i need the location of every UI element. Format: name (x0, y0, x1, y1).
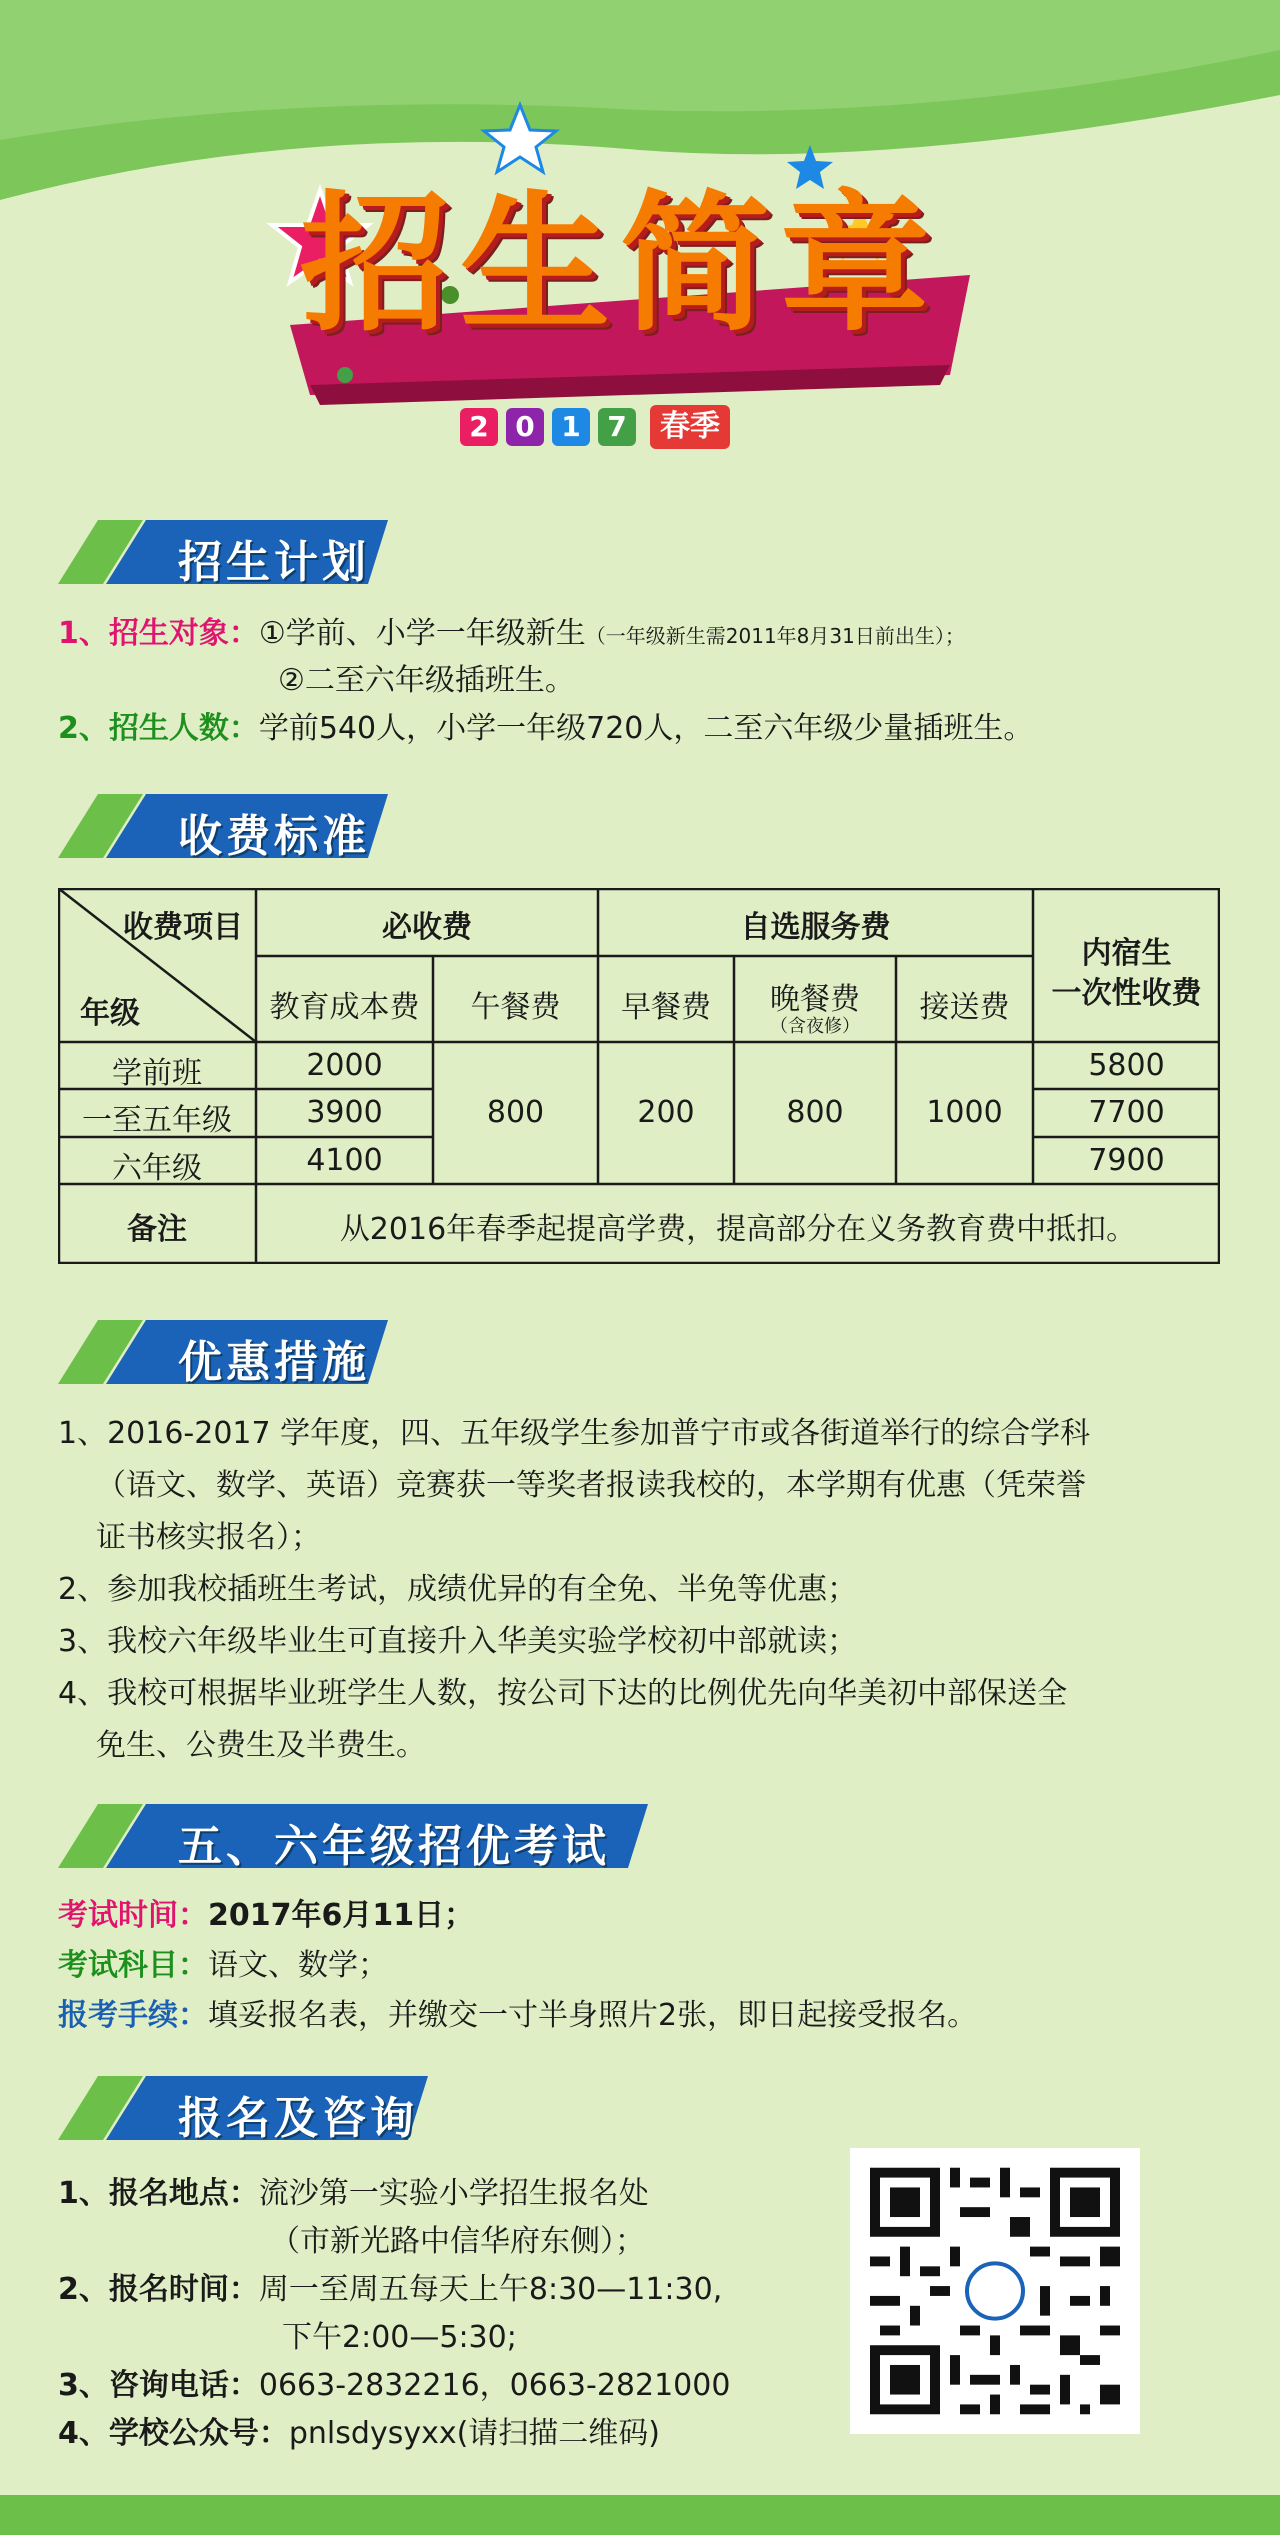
section-banner-register (58, 2076, 428, 2144)
year-badge (460, 405, 730, 449)
table-breakfast-value: 200 (637, 1095, 695, 1130)
plan-count-line (58, 703, 1033, 747)
table-col-breakfast: 早餐费 (621, 990, 711, 1025)
plan-target-2: ②二至六年级插班生。 (278, 663, 575, 698)
plan-target-line2 (278, 655, 575, 699)
discount-item-cont: （语文、数学、英语）竞赛获一等奖者报读我校的，本学期有优惠（凭荣誉 (96, 1468, 1086, 1503)
register-time-label: 2、报名时间： (58, 2272, 259, 2307)
exam-subject-value: 语文、数学； (208, 1948, 388, 1983)
table-col-dinner: 晚餐费 (770, 982, 860, 1017)
star-icon (484, 105, 556, 172)
title-art (250, 85, 1030, 465)
register-time-line2 (282, 2312, 517, 2356)
table-row-edu: 3900 (306, 1095, 383, 1130)
register-place-value: 流沙第一实验小学招生报名处 (258, 2176, 649, 2211)
season-badge: 春季 (650, 405, 730, 449)
register-time-value2: 下午2:00—5:30; (282, 2320, 517, 2355)
bottom-bar (0, 2495, 1280, 2535)
section-banner-exam (58, 1804, 648, 1872)
year-digit: 0 (506, 408, 544, 446)
table-row-boarding: 7700 (1088, 1095, 1165, 1130)
exam-time-line (58, 1890, 474, 1934)
plan-count-label: 2、招生人数： (58, 711, 259, 746)
table-corner-item: 收费项目 (123, 910, 243, 945)
exam-subject-line (58, 1940, 388, 1984)
plan-target-label: 1、招生对象： (58, 616, 259, 651)
register-place-line (58, 2168, 649, 2212)
exam-time-label: 考试时间： (58, 1898, 208, 1933)
discount-item: 4、我校可根据毕业班学生人数，按公司下达的比例优先向华美初中部保送全 (58, 1676, 1068, 1711)
discount-item-cont: 证书核实报名）； (96, 1520, 321, 1555)
exam-proc-label: 报考手续： (58, 1998, 208, 2033)
section-banner-fees (58, 794, 388, 862)
title-char: 简 (620, 178, 771, 352)
plan-target-note: （一年级新生需2011年8月31日前出生）； (585, 624, 965, 648)
table-lunch-value: 800 (486, 1095, 545, 1130)
table-col-dinner-note: （含夜修） (770, 1016, 860, 1037)
table-dinner-value: 800 (786, 1095, 844, 1130)
register-place-line2 (270, 2216, 645, 2260)
table-row-boarding: 5800 (1088, 1048, 1165, 1083)
discount-item: 3、我校六年级毕业生可直接升入华美实验学校初中部就读； (58, 1624, 858, 1659)
table-row-edu: 4100 (306, 1143, 383, 1178)
discounts-list (58, 1408, 1248, 1772)
table-group-required: 必收费 (382, 910, 472, 945)
register-wechat-line (58, 2408, 660, 2452)
discount-item: 2、参加我校插班生考试，成绩优异的有全免、半免等优惠； (58, 1572, 858, 1607)
table-boarding-line1: 内宿生 (1081, 936, 1172, 971)
title-char: 章 (780, 178, 931, 352)
table-shuttle-value: 1000 (926, 1095, 1003, 1130)
year-digit: 1 (552, 408, 590, 446)
table-boarding-line2: 一次性收费 (1051, 976, 1202, 1011)
table-row-grade: 六年级 (112, 1151, 202, 1186)
section-banner-plan (58, 520, 388, 588)
exam-proc-line (58, 1990, 977, 2034)
exam-subject-label: 考试科目： (58, 1948, 208, 1983)
section-banner-discounts (58, 1320, 388, 1388)
register-place-value2: （市新光路中信华府东侧）； (270, 2224, 645, 2259)
exam-time-value: 2017年6月11日； (208, 1898, 475, 1933)
exam-proc-value: 填妥报名表，并缴交一寸半身照片2张，即日起接受报名。 (208, 1998, 978, 2033)
plan-target-1: ①学前、小学一年级新生 (258, 616, 586, 651)
table-row-grade: 学前班 (112, 1056, 202, 1091)
section-title: 招生计划 (178, 537, 370, 588)
table-note-text: 从2016年春季起提高学费，提高部分在义务教育费中抵扣。 (339, 1212, 1137, 1247)
table-group-optional: 自选服务费 (740, 910, 891, 945)
register-phone-label: 3、咨询电话： (58, 2368, 259, 2403)
section-title: 收费标准 (178, 811, 370, 862)
qr-code (850, 2148, 1140, 2434)
register-place-label: 1、报名地点： (58, 2176, 259, 2211)
plan-count-value: 学前540人，小学一年级720人，二至六年级少量插班生。 (258, 711, 1034, 746)
table-col-edu: 教育成本费 (269, 990, 420, 1025)
register-wechat-label: 4、学校公众号： (58, 2416, 289, 2451)
table-col-lunch: 午餐费 (470, 990, 561, 1025)
discount-item-cont: 免生、公费生及半费生。 (96, 1728, 426, 1763)
year-digit: 7 (598, 408, 636, 446)
table-row-grade: 一至五年级 (82, 1103, 232, 1138)
year-digit: 2 (460, 408, 498, 446)
table-note-label: 备注 (127, 1212, 187, 1247)
register-time-value: 周一至周五每天上午8:30—11:30, (258, 2272, 723, 2307)
fee-table (58, 888, 1220, 1264)
table-col-shuttle: 接送费 (919, 990, 1010, 1025)
table-corner-grade: 年级 (80, 996, 140, 1031)
register-phone-line (58, 2360, 730, 2404)
discount-item: 1、2016-2017 学年度，四、五年级学生参加普宁市或各街道举行的综合学科 (58, 1416, 1091, 1451)
table-row-boarding: 7900 (1088, 1143, 1165, 1178)
section-title: 报名及咨询 (178, 2093, 418, 2144)
section-title: 优惠措施 (178, 1337, 370, 1388)
register-wechat-value: pnlsdysyxx(请扫描二维码) (288, 2416, 660, 2451)
plan-target-line1 (58, 608, 965, 652)
table-row-edu: 2000 (306, 1048, 383, 1083)
section-title: 五、六年级招优考试 (178, 1821, 610, 1872)
title-char: 招 (300, 178, 451, 352)
title-char: 生 (460, 178, 611, 352)
register-phone-value: 0663-2832216，0663-2821000 (258, 2368, 731, 2403)
register-time-line (58, 2264, 722, 2308)
